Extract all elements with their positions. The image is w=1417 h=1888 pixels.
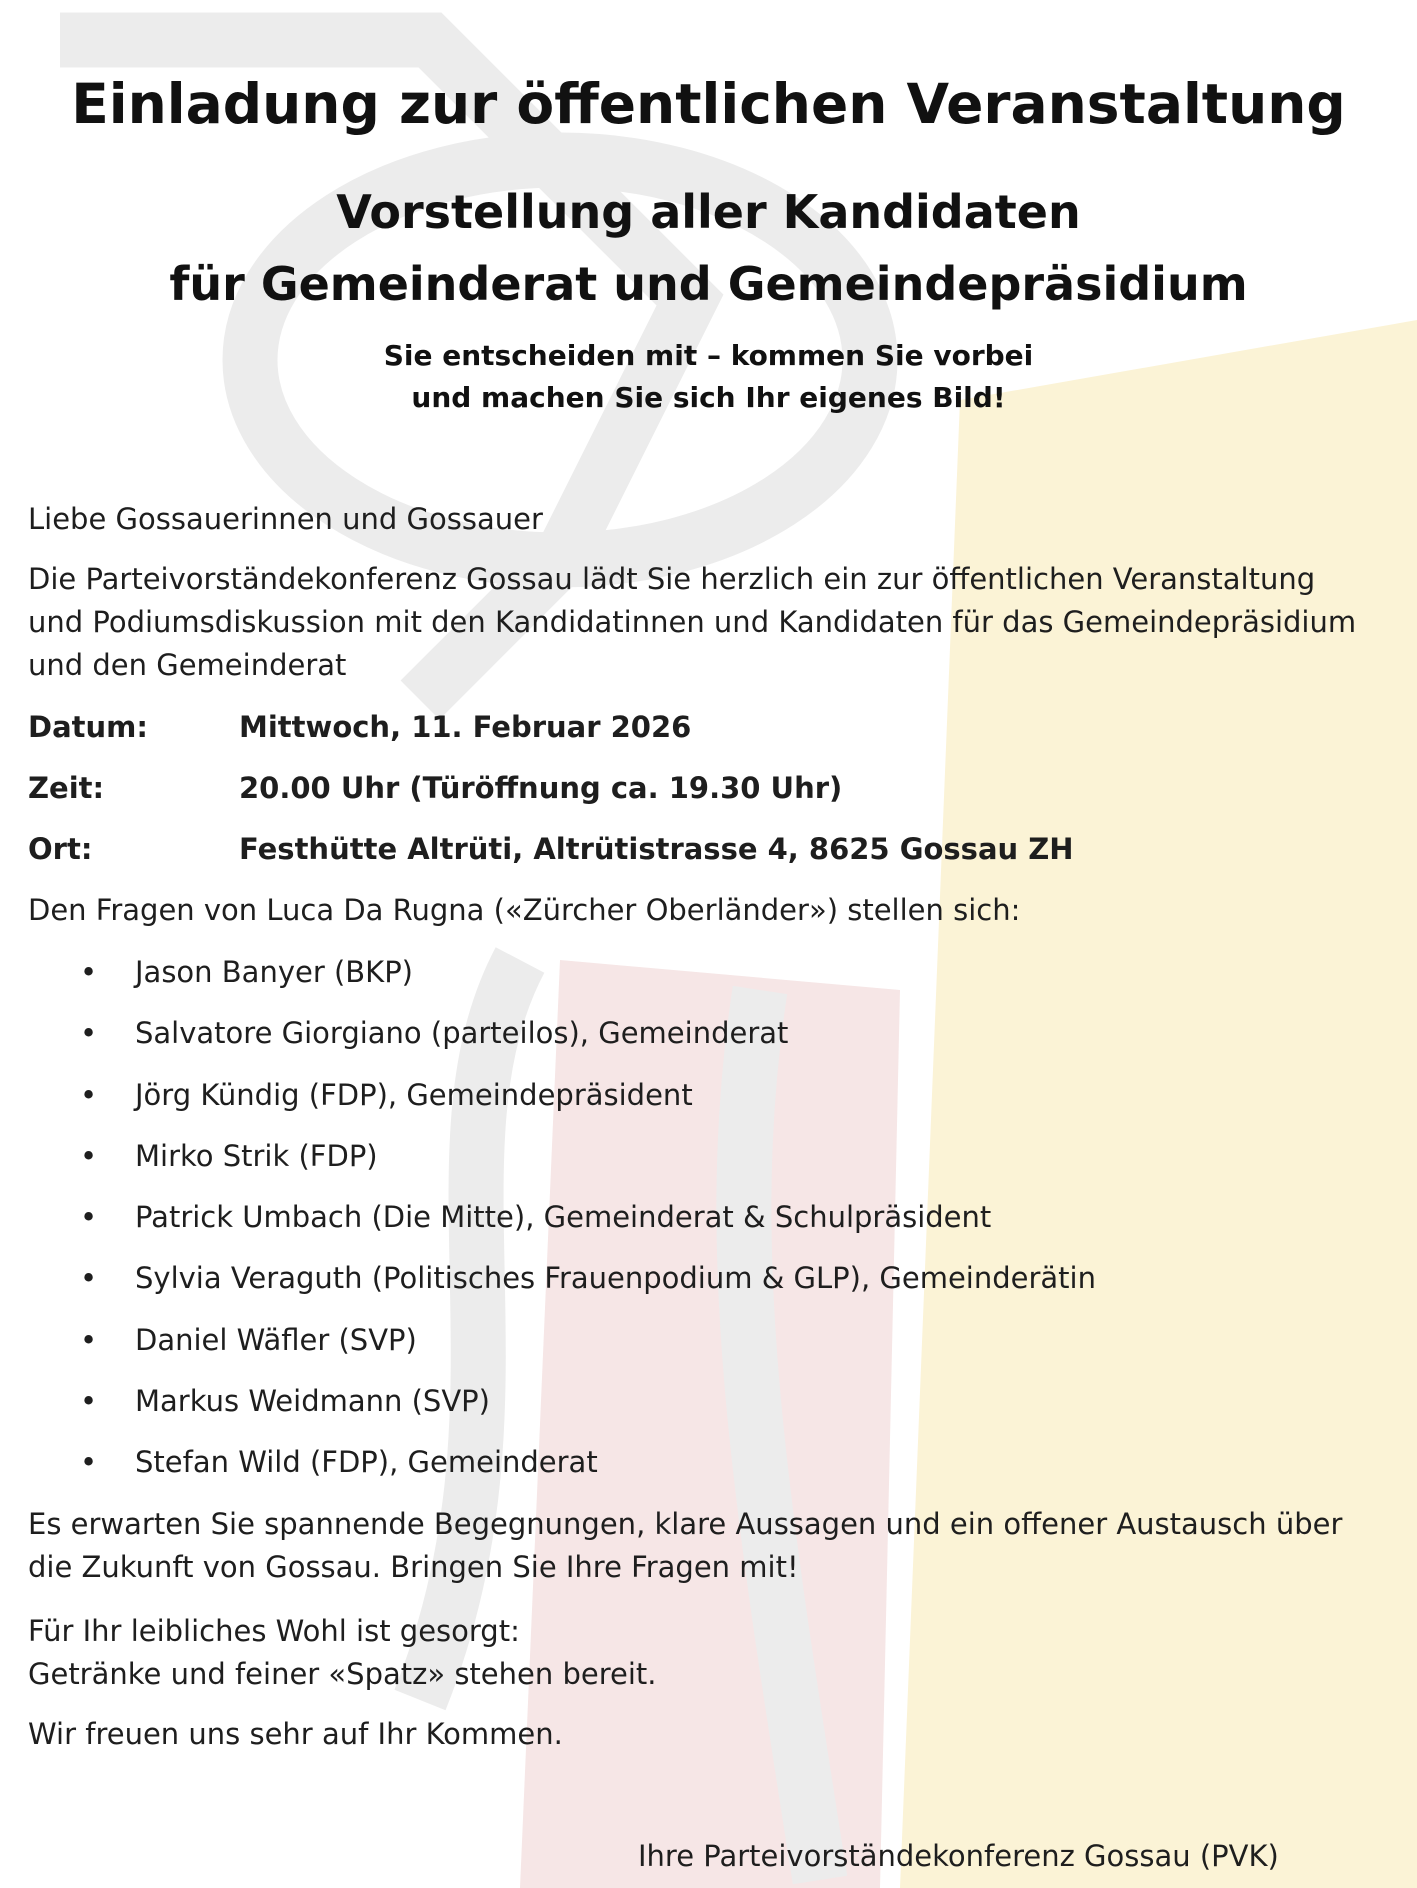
intro-paragraph: Die Parteivorständekonferenz Gossau lädt Sie herzlich ein zur öffentlichen Veranstaltung und Podiumsdiskussion mit den Kandidatinnen und Kandidaten für das Gemeindepräsidium und den Gemeinderat [28, 562, 1357, 682]
detail-place-label: Ort: [28, 832, 93, 866]
candidate-item [0, 1380, 1417, 1441]
detail-date-value: Mittwoch, 11. Februar 2026 [239, 710, 692, 744]
candidate-name: Jason Banyer (BKP) [135, 955, 413, 989]
detail-date-label: Datum: [28, 710, 148, 744]
candidate-item [0, 951, 1417, 1012]
candidate-item [0, 1196, 1417, 1257]
candidate-item [0, 1319, 1417, 1380]
bullet-icon: • [80, 1445, 98, 1480]
candidate-name: Stefan Wild (FDP), Gemeinderat [135, 1445, 598, 1480]
catering-line-1: Für Ihr leibliches Wohl ist gesorgt: [28, 1614, 520, 1648]
catering-note [28, 1610, 1368, 1696]
tagline-line-1: Sie entscheiden mit – kommen Sie vorbei [383, 339, 1034, 372]
catering-line-2: Getränke und feiner «Spatz» stehen bereit. [28, 1657, 657, 1691]
bullet-icon: • [80, 1138, 98, 1173]
candidate-name: Salvatore Giorgiano (parteilos), Gemeinderat [135, 1016, 789, 1051]
greeting: Liebe Gossauerinnen und Gossauer [28, 502, 543, 536]
bullet-icon: • [80, 1384, 98, 1419]
moderator-lead: Den Fragen von Luca Da Rugna («Zürcher Oberländer») stellen sich: [28, 893, 1021, 927]
bullet-icon: • [80, 1077, 98, 1112]
subtitle-line-2: für Gemeinderat und Gemeindepräsidium [169, 257, 1248, 311]
candidate-item [0, 1441, 1417, 1502]
detail-time-label: Zeit: [28, 771, 105, 805]
subtitle [0, 176, 1417, 320]
candidate-name: Jörg Kündig (FDP), Gemeindepräsident [135, 1077, 693, 1112]
candidate-item [0, 1257, 1417, 1318]
detail-place-value: Festhütte Altrüti, Altrütistrasse 4, 8625 Gossau ZH [239, 832, 1074, 866]
bullet-icon: • [80, 1261, 98, 1296]
detail-time-value: 20.00 Uhr (Türöffnung ca. 19.30 Uhr) [239, 771, 843, 805]
bullet-icon: • [80, 1322, 98, 1357]
outro-paragraph: Es erwarten Sie spannende Begegnungen, klare Aussagen und ein offener Austausch über die Zukunft von Gossau. Bringen Sie Ihre Fragen mit! [28, 1507, 1343, 1584]
tagline [0, 335, 1417, 419]
candidate-name: Mirko Strik (FDP) [135, 1138, 378, 1173]
candidate-item [0, 1074, 1417, 1135]
bullet-icon: • [80, 955, 98, 989]
candidate-item [0, 1012, 1417, 1073]
signature: Ihre Parteivorständekonferenz Gossau (PVK) [638, 1839, 1279, 1873]
subtitle-line-1: Vorstellung aller Kandidaten [336, 185, 1081, 239]
candidate-list [0, 951, 1417, 1503]
candidate-name: Patrick Umbach (Die Mitte), Gemeinderat & Schulpräsident [135, 1200, 992, 1235]
candidate-name: Daniel Wäfler (SVP) [135, 1322, 417, 1357]
closing-line: Wir freuen uns sehr auf Ihr Kommen. [28, 1717, 563, 1751]
bullet-icon: • [80, 1016, 98, 1051]
candidate-item [0, 1135, 1417, 1196]
bullet-icon: • [80, 1200, 98, 1235]
candidate-name: Sylvia Veraguth (Politisches Frauenpodium & GLP), Gemeinderätin [135, 1261, 1096, 1296]
page-title: Einladung zur öffentlichen Veranstaltung [71, 72, 1346, 136]
candidate-name: Markus Weidmann (SVP) [135, 1384, 490, 1419]
tagline-line-2: und machen Sie sich Ihr eigenes Bild! [411, 381, 1006, 414]
